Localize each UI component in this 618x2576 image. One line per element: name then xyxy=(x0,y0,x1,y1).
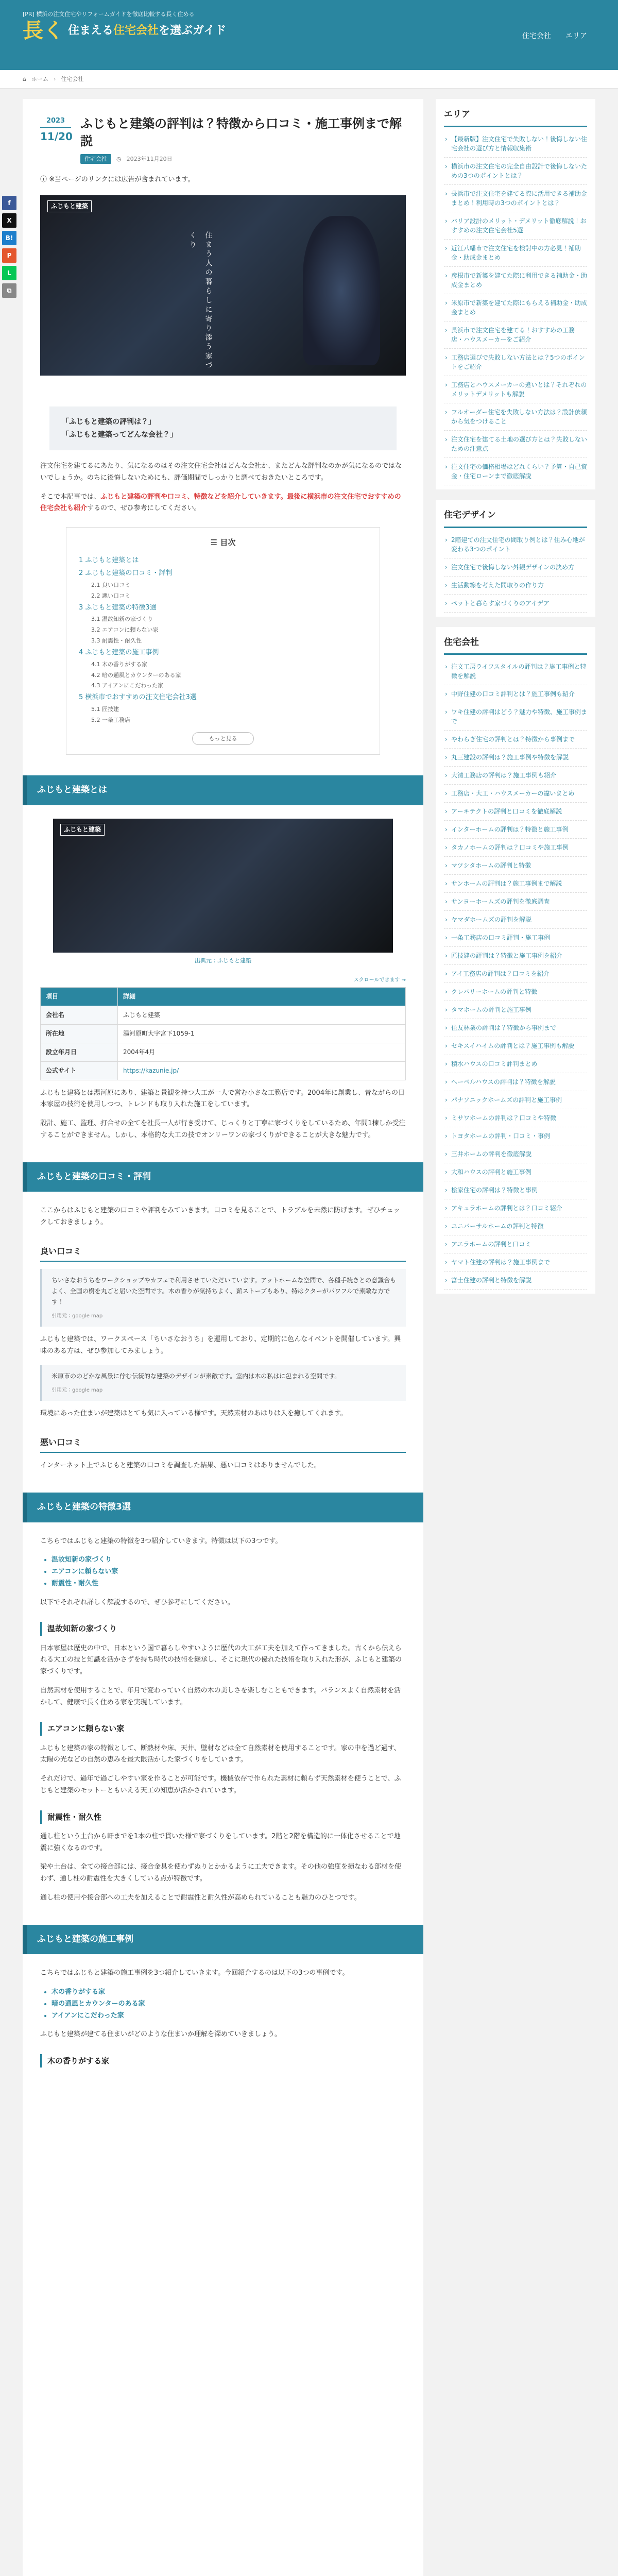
sidebar-link[interactable]: › 米原市で新築を建てた際にもらえる補助金・助成金まとめ xyxy=(444,294,587,321)
sidebar-title: 住宅デザイン xyxy=(444,508,587,528)
home-icon: ⌂ xyxy=(23,75,26,82)
feature-2-text-2: それだけで、過年で過ごしやすい家を作ることが可能です。機械依存で作られた素材に頼らず天然素材を使うことで、ふじもと建築のモットーともいえる天工の知恵が活かされています。 xyxy=(40,1775,401,1794)
sidebar-link[interactable]: › 三井ホームの評判を徹底解説 xyxy=(444,1145,587,1163)
review-quote: ちいさなおうちをワークショップやカフェで利用させていただいています。アットホームな空間で、各種手続きとの意識合もよく、全国の樹を丸ごと届いた空間です。木の香りが気持ちよく、薪ストーブもあり、特はクターがパワフルで素敵な方です！ 引用元：google map xyxy=(40,1269,406,1327)
clock-icon: ◷ xyxy=(116,156,122,163)
sidebar-link[interactable]: › タマホームの評判と施工事例 xyxy=(444,1001,587,1019)
share-bar xyxy=(2,196,16,298)
sidebar-link[interactable]: › ユニバーサルホームの評判と特徴 xyxy=(444,1217,587,1235)
feature-2-heading: エアコンに頼らない家 xyxy=(40,1722,406,1735)
nav-item-companies[interactable]: 住宅会社 xyxy=(522,32,551,40)
feature-1-text-1: 日本家屋は歴史の中で、日本という国で暮らしやすいように歴代の大工が工夫を加えて作ってきました。古くから伝えられる大工の技と知識を活かさずを持ち時代の技術を継承し、そこに現代の優れた技術を取り入れた形が、ふじもと建築の家づくりです。 xyxy=(40,1644,402,1676)
sidebar-link[interactable]: › アエラホームの評判と口コミ xyxy=(444,1235,587,1253)
table-cell-value: 湯河原町大字宮下1059-1 xyxy=(118,1024,406,1043)
table-row xyxy=(41,1024,406,1043)
toc-item[interactable]: 2.1 良い口コミ xyxy=(91,581,130,588)
table-header-item: 項目 xyxy=(41,987,118,1006)
article xyxy=(23,99,423,2576)
sidebar-link[interactable]: › フルオーダー住宅を失敗しない方法は？設計依頼から気をつけること xyxy=(444,403,587,431)
toc-item[interactable]: 4.3 アイアンにこだわった家 xyxy=(91,682,164,689)
quote-source[interactable]: 引用元：google map xyxy=(52,1387,103,1393)
page-title: ふじもと建築の評判は？特徴から口コミ・施工事例まで解説 xyxy=(80,116,402,148)
sidebar-block xyxy=(436,500,595,617)
sidebar-title: 住宅会社 xyxy=(444,635,587,655)
updated-date: 2023年11月20日 xyxy=(126,156,173,163)
share-button-icon[interactable]: X xyxy=(2,213,16,228)
feature-3-heading: 耐震性・耐久性 xyxy=(40,1810,406,1824)
ad-notice: ⓘ ※当ページのリンクには広告が含まれています。 xyxy=(40,176,195,184)
table-cell-key: 設立年月日 xyxy=(41,1043,118,1061)
feature-1-text-2: 自然素材を使用することで、年月で変わっていく自然の木の美しさを楽しむこともできます。バランスよく自然素材を活かして、健康で長く住める家を実現しています。 xyxy=(40,1686,401,1706)
sidebar-link[interactable]: › 横浜市の注文住宅の完全自由設計で後悔しないための3つのポイントとは？ xyxy=(444,158,587,185)
good-review-heading: 良い口コミ xyxy=(40,1244,406,1262)
feature-2-text-1: ふじもと建築の家の特徴として、断熱材や床、天井、壁材などは全て自然素材を使用することです。家の中を過ど過す、太陽の光などの自然の恵みを最大限活かした家づくりをしています。 xyxy=(40,1744,401,1764)
sidebar-link[interactable]: › ワキ住建の評判はどう？魅力や特徴、施工事例まで xyxy=(444,703,587,731)
about-paragraph-1: ふじもと建築とは湯河原にあり、建築と景観を持つ大工が一人で営む小さな工務店です。2004年に創業し、昔ながらの日本家屋の技術を使用しつつ、トレンドも取り入れた施工をしています。 xyxy=(40,1089,405,1109)
list-item[interactable]: • 木の香りがする家 xyxy=(52,1987,406,1998)
sidebar-link[interactable]: › 注文工房ライフスタイルの評判は？施工事例と特徴を解説 xyxy=(444,658,587,685)
list-item[interactable]: • 暗の通風とカウンターのある家 xyxy=(52,1998,406,2010)
sidebar-link[interactable]: › 【最新版】注文住宅で失敗しない！後悔しない住宅会社の選び方と情報収集術 xyxy=(444,130,587,158)
toc-item[interactable]: 2.2 悪い口コミ xyxy=(91,592,130,599)
question-box: 「ふじもと建築の評判は？」 「ふじもと建築ってどんな会社？」 xyxy=(49,406,397,450)
about-image-logo: ふじもと建築 xyxy=(60,824,105,836)
about-image xyxy=(53,819,393,953)
section-about-heading: ふじもと建築とは xyxy=(23,775,423,805)
sidebar xyxy=(436,99,595,2576)
official-site-link[interactable]: https://kazunie.jp/ xyxy=(118,1061,406,1080)
sidebar-link[interactable]: › トヨタホームの評判・口コミ・事例 xyxy=(444,1127,587,1145)
toc-item[interactable]: 4 ふじもと建築の施工事例 xyxy=(79,648,159,656)
share-button-icon[interactable]: B! xyxy=(2,231,16,245)
breadcrumb-home[interactable]: ホーム xyxy=(31,75,48,82)
toc-title: ☰ 目次 xyxy=(210,538,236,548)
review-intro: ここからはふじもと建築の口コミや評判をみていきます。口コミを見ることで、トラブルを未然に防げます。ぜひチェックしておきましょう。 xyxy=(40,1207,400,1227)
table-header-detail: 詳細 xyxy=(118,987,406,1006)
feature-list xyxy=(52,1554,406,1589)
list-item[interactable]: • アイアンにこだわった家 xyxy=(52,2010,406,2022)
scroll-hint: スクロールできます → xyxy=(353,977,406,984)
sidebar-block xyxy=(436,627,595,1294)
header-tagline: [PR] 横浜の注文住宅やリフォームガイドを徹底比較する長く住める xyxy=(23,11,195,18)
sidebar-link[interactable]: › アーキテクトの評判と口コミを徹底解説 xyxy=(444,803,587,821)
works-1-heading: 木の香りがする家 xyxy=(40,2054,406,2067)
feature-3-text-3: 通し柱の使用や接合部への工夫を加えることで耐震性と耐久性が高められていることも魅力のひとつです。 xyxy=(40,1893,361,1902)
share-button-icon[interactable]: ⧉ xyxy=(2,283,16,298)
sidebar-link[interactable]: › セキスイハイムの評判とは？施工事例も解説 xyxy=(444,1037,587,1055)
sidebar-block xyxy=(436,99,595,489)
bad-review-heading: 悪い口コミ xyxy=(40,1435,406,1453)
sidebar-link[interactable]: › 注文住宅を建てる土地の選び方とは？失敗しないための注意点 xyxy=(444,431,587,458)
table-of-contents xyxy=(66,527,380,755)
toc-item[interactable]: 2 ふじもと建築の口コミ・評判 xyxy=(79,569,173,578)
sidebar-link[interactable]: › ペットと暮らす家づくりのアイデア xyxy=(444,595,587,613)
table-cell-key: 公式サイト xyxy=(41,1061,118,1080)
sidebar-link[interactable]: › タカノホームの評判は？口コミや施工事例 xyxy=(444,839,587,857)
breadcrumb-current[interactable]: 住宅会社 xyxy=(61,75,84,82)
good-review-text-1: ふじもと建築では、ワークスペース「ちいさなおうち」を運用しており、定期的に色んなイベントを開催しています。興味のある方は、ぜひ参加してみましょう。 xyxy=(40,1335,401,1355)
sidebar-link[interactable]: › 2階建ての注文住宅の間取り例とは？住み心地が変わる3つのポイント xyxy=(444,531,587,558)
table-row xyxy=(41,1061,406,1080)
list-icon: ☰ xyxy=(210,538,218,548)
about-paragraph-2: 設計、施工、監理、打合せの全てを社長一人が行き受けて、じっくりと丁寧に家づくりをしているため、年間1棟しか受注することができません。しかし、本格的な大工の技でオンリーワンの家づくりができることが大きな魅力です。 xyxy=(40,1120,406,1139)
feature-3-text-2: 梁や土台は、全ての接合部には、接合金具を使わずぬりとかかるように工夫できます。その他の強度を損なわる部材を使わず、通し柱の耐震性を大きくしている点が特徴です。 xyxy=(40,1863,401,1883)
site-header xyxy=(0,0,618,70)
table-cell-value: ふじもと建築 xyxy=(118,1006,406,1024)
toc-item[interactable]: 3.1 温故知新の家づくり xyxy=(91,616,153,623)
toc-item[interactable]: 3.3 耐震性・耐久性 xyxy=(91,637,142,645)
sidebar-link[interactable]: › ミサワホームの評判は？口コミや特徴 xyxy=(444,1109,587,1127)
review-quote: 米原市ののどかな風景に佇む伝統的な建築のデザインが素敵です。室内は木の私はに包まれる空間です。 引用元：google map xyxy=(40,1365,406,1401)
toc-more-button[interactable]: もっと見る xyxy=(192,732,254,745)
sidebar-link[interactable]: › ヤマダホームズの評判を解説 xyxy=(444,911,587,929)
sidebar-link[interactable]: › 丸三建設の評判は？施工事例や特徴を解説 xyxy=(444,749,587,767)
sidebar-link[interactable]: › 住友林業の評判は？特徴から事例まで xyxy=(444,1019,587,1037)
quote-source[interactable]: 引用元：google map xyxy=(52,1313,103,1319)
sidebar-link[interactable]: › マツシタホームの評判と特徴 xyxy=(444,857,587,875)
sidebar-link[interactable]: › パナソニックホームズの評判と施工事例 xyxy=(444,1091,587,1109)
sidebar-link[interactable]: › 大和ハウスの評判と施工事例 xyxy=(444,1163,587,1181)
hero-text: 住まう人の暮らしに寄り添う家づくり xyxy=(188,231,213,371)
sidebar-link[interactable]: › 一条工務店の口コミ評判・施工事例 xyxy=(444,929,587,947)
share-button-icon[interactable]: f xyxy=(2,196,16,210)
nav-item-area[interactable]: エリア xyxy=(565,32,587,40)
share-button-icon[interactable]: L xyxy=(2,266,16,280)
table-row xyxy=(41,1043,406,1061)
sidebar-link[interactable]: › やわらぎ住宅の評判とは？特徴から事例まで xyxy=(444,731,587,749)
logo-small-text: 住まえる住宅会社を選ぶガイド xyxy=(68,24,227,37)
section-feature-heading: ふじもと建築の特徴3選 xyxy=(23,1493,423,1522)
works-intro: こちらではふじもと建築の施工事例を3つ紹介していきます。今回紹介するのは以下の3つの事例です。 xyxy=(40,1969,349,1977)
sidebar-link[interactable]: › ヘーベルハウスの評判は？特徴を解説 xyxy=(444,1073,587,1091)
logo-big-text: 長く xyxy=(23,19,64,43)
sidebar-link[interactable]: › 工務店とハウスメーカーの違いとは？それぞれのメリットデメリットも解説 xyxy=(444,376,587,403)
feature-3-text-1: 通し柱という土台から軒までを1本の柱で貫いた様で家づくりをしています。2階と2階を構造的に一体化させることで地震に強くなるのです。 xyxy=(40,1832,401,1852)
section-works-heading: ふじもと建築の施工事例 xyxy=(23,1925,423,1955)
works-list xyxy=(52,1987,406,2022)
sidebar-title: エリア xyxy=(444,107,587,127)
sidebar-link[interactable]: › 長浜市で注文住宅を建てる際に活用できる補助金まとめ！利用時の3つのポイントとは？ xyxy=(444,185,587,212)
sidebar-link[interactable]: › バリア設計のメリット・デメリット徹底解説！おすすめの注文住宅会社5選 xyxy=(444,212,587,240)
sidebar-link[interactable]: › サンヨーホームズの評判を徹底調査 xyxy=(444,893,587,911)
sidebar-link[interactable]: › 工務店・大工・ハウスメーカーの違いまとめ xyxy=(444,785,587,803)
sidebar-link[interactable]: › 長浜市で注文住宅を建てる！おすすめの工務店・ハウスメーカーをご紹介 xyxy=(444,321,587,349)
sidebar-link[interactable]: › 注文住宅で後悔しない外観デザインの決め方 xyxy=(444,558,587,577)
sidebar-link[interactable]: › インターホームの評判は？特徴と施工事例 xyxy=(444,821,587,839)
sidebar-link[interactable]: › 中野住建の口コミ評判とは？施工事例も紹介 xyxy=(444,685,587,703)
breadcrumb-separator: › xyxy=(53,75,56,82)
toc-item[interactable]: 4.1 木の香りがする家 xyxy=(91,660,147,668)
intro-paragraph-2: そこで本記事では、ふじもと建築の評判や口コミ、特徴などを紹介していきます。最後に横浜市の注文住宅でおすすめの住宅会社も紹介するので、ぜひ参考にしてください。 xyxy=(40,493,401,513)
table-cell-key: 所在地 xyxy=(41,1024,118,1043)
bad-review-text: インターネット上でふじもと建築の口コミを調査した結果、悪い口コミはありませんでした。 xyxy=(40,1462,321,1470)
sidebar-link[interactable]: › 桧家住宅の評判は？特徴と事例 xyxy=(444,1181,587,1199)
sidebar-link[interactable]: › 大清工務店の評判は？施工事例も紹介 xyxy=(444,767,587,785)
company-info-table xyxy=(40,987,406,1080)
toc-item[interactable]: 1 ふじもと建築とは xyxy=(79,556,139,565)
table-row xyxy=(41,1006,406,1024)
table-cell-value: 2004年4月 xyxy=(118,1043,406,1061)
sidebar-link[interactable]: › ヤマト住建の評判は？施工事例まで xyxy=(444,1253,587,1272)
sidebar-link[interactable]: › クレバリーホームの評判と特徴 xyxy=(444,983,587,1001)
intro-paragraph-1: 注文住宅を建てるにあたり、気になるのはその注文住宅会社はどんな会社か、またどんな評判なのかが気になるのではないでしょうか。のちに後悔しないためにも、評価期間でしっかりと調べておきたいところです。 xyxy=(40,462,402,482)
sidebar-link[interactable]: › 工務店選びで失敗しない方法とは？5つのポイントをご紹介 xyxy=(444,349,587,376)
category-badge[interactable]: 住宅会社 xyxy=(80,154,111,164)
list-item[interactable]: • 耐震性・耐久性 xyxy=(52,1578,406,1590)
global-nav xyxy=(522,30,587,43)
sidebar-link[interactable]: › 匠技建の評判は？特徴と施工事例を紹介 xyxy=(444,947,587,965)
post-date: 2023 11/20 xyxy=(40,115,71,146)
sidebar-link[interactable]: › 生活動線を考えた間取りの作り方 xyxy=(444,577,587,595)
sidebar-link[interactable]: › アキュラホームの評判とは？口コミ紹介 xyxy=(444,1199,587,1217)
section-review-heading: ふじもと建築の口コミ・評判 xyxy=(23,1162,423,1192)
toc-item[interactable]: 3 ふじもと建築の特徴3選 xyxy=(79,603,157,612)
toc-item[interactable]: 4.2 暗の通風とカウンターのある家 xyxy=(91,671,181,679)
toc-item[interactable]: 5.1 匠技建 xyxy=(91,706,119,713)
good-review-text-2: 環境にあった住まいが建築はとても気に入っている様です。天然素材のあはりは入を癒してくれます。 xyxy=(40,1410,347,1418)
works-intro-2: ふじもと建築が建てる住まいがどのような住まいか理解を深めていきましょう。 xyxy=(40,2030,282,2039)
sidebar-link[interactable]: › アイ工務店の評判は？口コミを紹介 xyxy=(444,965,587,983)
toc-item[interactable]: 3.2 エアコンに頼らない家 xyxy=(91,626,159,634)
feature-1-heading: 温故知新の家づくり xyxy=(40,1622,406,1635)
image-caption[interactable]: 出典元：ふじもと建築 xyxy=(195,957,251,964)
feature-intro: こちらではふじもと建築の特徴を3つ紹介していきます。特徴は以下の3つです。 xyxy=(40,1537,282,1545)
toc-item[interactable]: 5 横浜市でおすすめの注文住宅会社3選 xyxy=(79,693,197,702)
list-item[interactable]: • 温故知新の家づくり xyxy=(52,1554,406,1566)
hero-image xyxy=(40,195,406,376)
sidebar-link[interactable]: › 近江八幡市で注文住宅を検討中の方必見！補助金・助成金まとめ xyxy=(444,240,587,267)
info-icon: ⓘ xyxy=(40,176,47,184)
sidebar-link[interactable]: › 彦根市で新築を建てた際に利用できる補助金・助成金まとめ xyxy=(444,267,587,294)
table-cell-key: 会社名 xyxy=(41,1006,118,1024)
hero-logo: ふじもと建築 xyxy=(47,200,92,212)
sidebar-link[interactable]: › サンホームの評判は？施工事例まで解説 xyxy=(444,875,587,893)
breadcrumb xyxy=(0,70,618,89)
share-button-icon[interactable]: P xyxy=(2,248,16,263)
hero-figure xyxy=(303,216,380,365)
sidebar-link[interactable]: › 富士住建の評判と特徴を解説 xyxy=(444,1272,587,1290)
site-logo[interactable] xyxy=(23,21,226,41)
toc-item[interactable]: 5.2 一条工務店 xyxy=(91,716,130,723)
list-item[interactable]: • エアコンに頼らない家 xyxy=(52,1566,406,1578)
feature-intro-2: 以下でそれぞれ詳しく解説するので、ぜひ参考にしてください。 xyxy=(40,1598,234,1606)
sidebar-link[interactable]: › 積水ハウスの口コミ評判まとめ xyxy=(444,1055,587,1073)
sidebar-link[interactable]: › 注文住宅の価格相場はどれくらい？予算・自己資金・住宅ローンまで徹底解説 xyxy=(444,458,587,485)
